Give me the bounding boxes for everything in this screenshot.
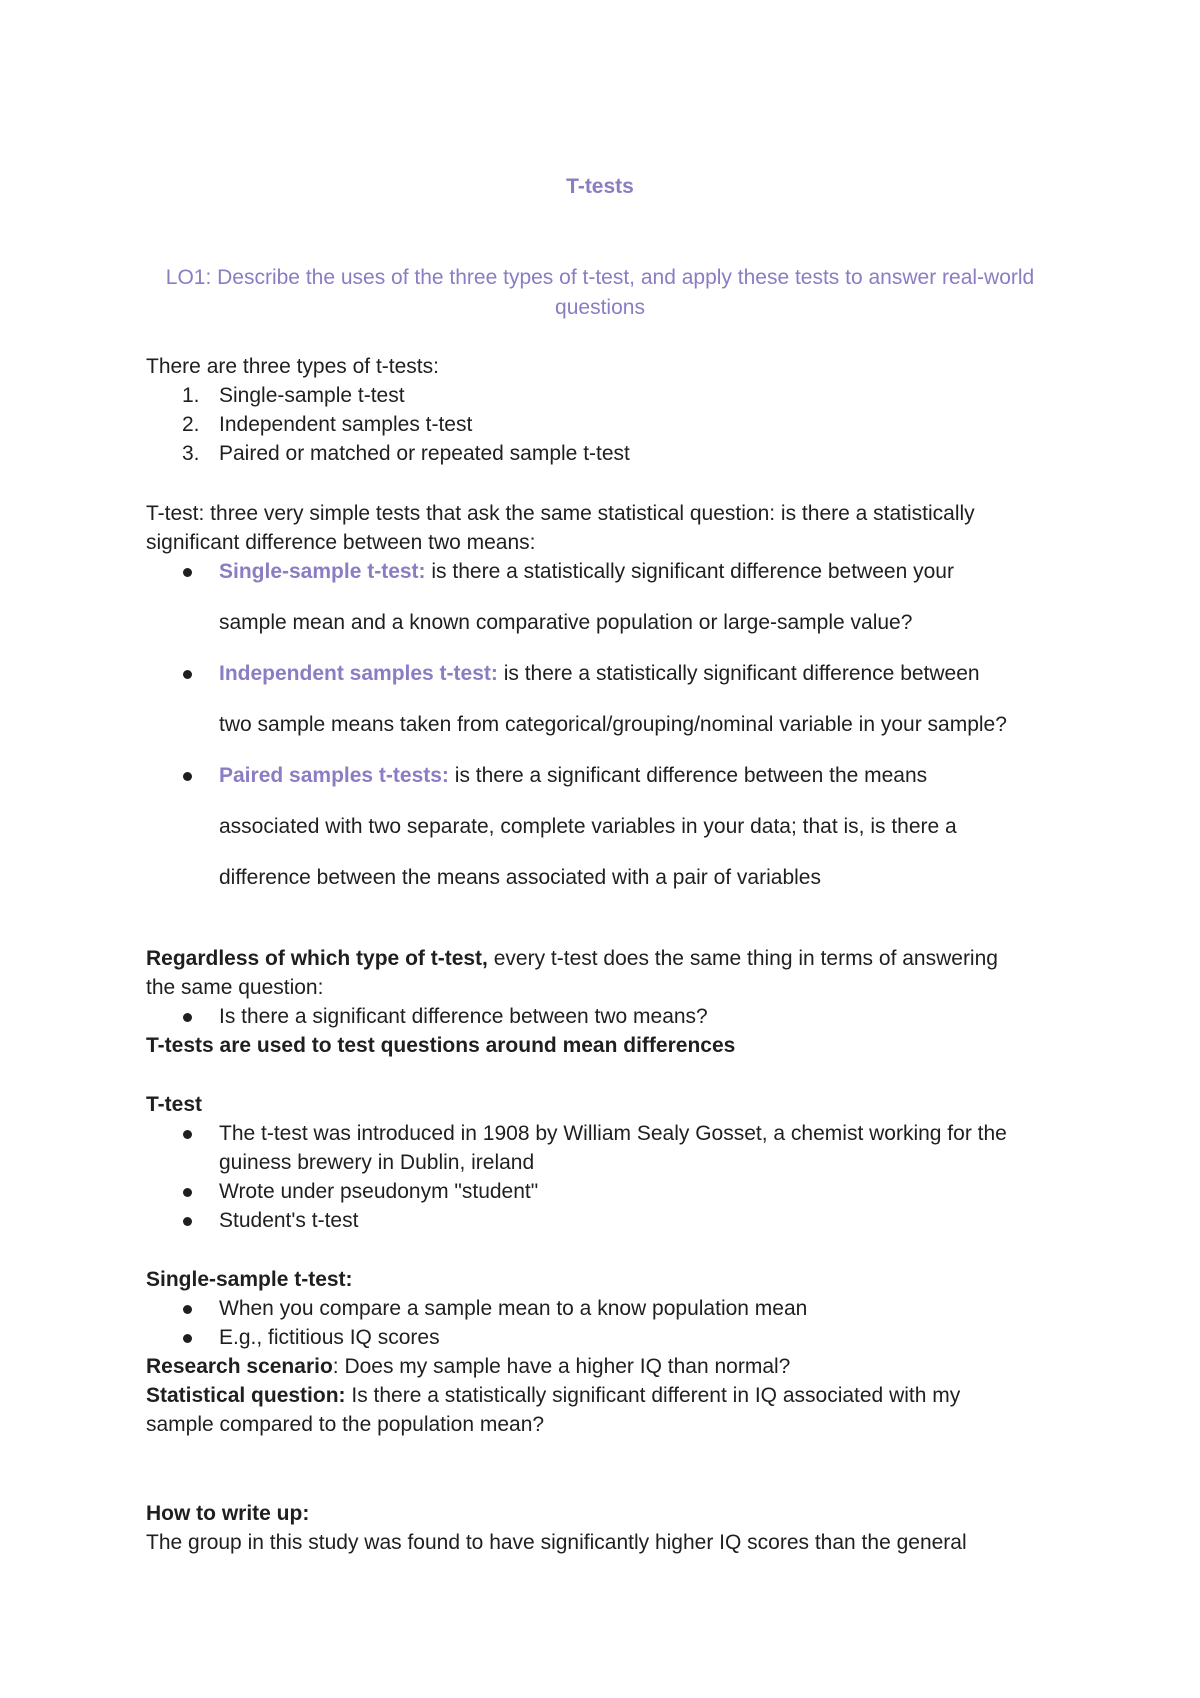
list-item: Paired or matched or repeated sample t-test [219,442,630,465]
ttest-heading: T-test [146,1093,203,1116]
list-item: Single-sample t-test [219,384,405,407]
bullet-dot [183,772,192,781]
write-up-heading: How to write up: [146,1502,310,1525]
list-item: E.g., fictitious IQ scores [219,1326,440,1349]
definition-line: two sample means taken from categorical/grouping/nominal variable in your sample? [219,713,1007,736]
list-item: Is there a significant difference between two means? [219,1005,708,1028]
list-item: Wrote under pseudonym "student" [219,1180,539,1203]
research-scenario [146,1355,790,1379]
definition-text: is there a statistically significant difference between [497,662,980,685]
list-number: 2. [182,413,200,436]
regardless-bold: Regardless of which type of t-test, [146,947,488,970]
mean-differences-heading: T-tests are used to test questions around mean differences [146,1034,736,1057]
ttest-definition-line1: T-test: three very simple tests that ask the same statistical question: is there a statistically [146,502,975,525]
definition-term: Independent samples t-test: [219,662,498,685]
bullet-dot [183,1130,192,1139]
list-item: When you compare a sample mean to a know population mean [219,1297,808,1320]
list-item: Student's t-test [219,1209,359,1232]
definition-line: associated with two separate, complete variables in your data; that is, is there a [219,815,957,838]
bullet-dot [183,1013,192,1022]
bullet-dot [183,1305,192,1314]
definition-text: is there a significant difference between the means [448,764,928,787]
definition-line: sample mean and a known comparative population or large-sample value? [219,611,913,634]
regardless-text: every t-test does the same thing in terms of answering [487,947,998,970]
list-item: The t-test was introduced in 1908 by William Sealy Gosset, a chemist working for the [219,1122,1007,1145]
scenario-label: Research scenario [146,1355,333,1378]
statistical-question-line2: sample compared to the population mean? [146,1413,545,1436]
definition-text: is there a statistically significant difference between your [425,560,954,583]
scenario-text: : Does my sample have a higher IQ than normal? [332,1355,791,1378]
definition-term: Single-sample t-test: [219,560,426,583]
list-item-continuation: guiness brewery in Dublin, ireland [219,1151,535,1174]
bullet-dot [183,1217,192,1226]
regardless-line [146,947,998,971]
bullet-dot [183,1334,192,1343]
regardless-line2: the same question: [146,976,324,999]
learning-objective: LO1: Describe the uses of the three types of t-test, and apply these tests to answer real-world questions [165,266,1035,319]
types-intro: There are three types of t-tests: [146,355,439,378]
question-text: Is there a statistically significant different in IQ associated with my [345,1384,961,1407]
bullet-dot [183,568,192,577]
bullet-dot [183,1188,192,1197]
document-title: T-tests [566,175,634,198]
definition-line: difference between the means associated with a pair of variables [219,866,821,889]
list-number: 1. [182,384,200,407]
write-up-text: The group in this study was found to have significantly higher IQ scores than the general [146,1531,967,1554]
list-number: 3. [182,442,200,465]
bullet-dot [183,670,192,679]
ttest-definition-line2: significant difference between two means: [146,531,536,554]
definition-line [219,560,954,584]
statistical-question [146,1384,960,1408]
question-label: Statistical question: [146,1384,346,1407]
definition-term: Paired samples t-tests: [219,764,449,787]
definition-line [219,764,927,788]
definition-line [219,662,980,686]
single-sample-heading: Single-sample t-test: [146,1268,353,1291]
list-item: Independent samples t-test [219,413,473,436]
